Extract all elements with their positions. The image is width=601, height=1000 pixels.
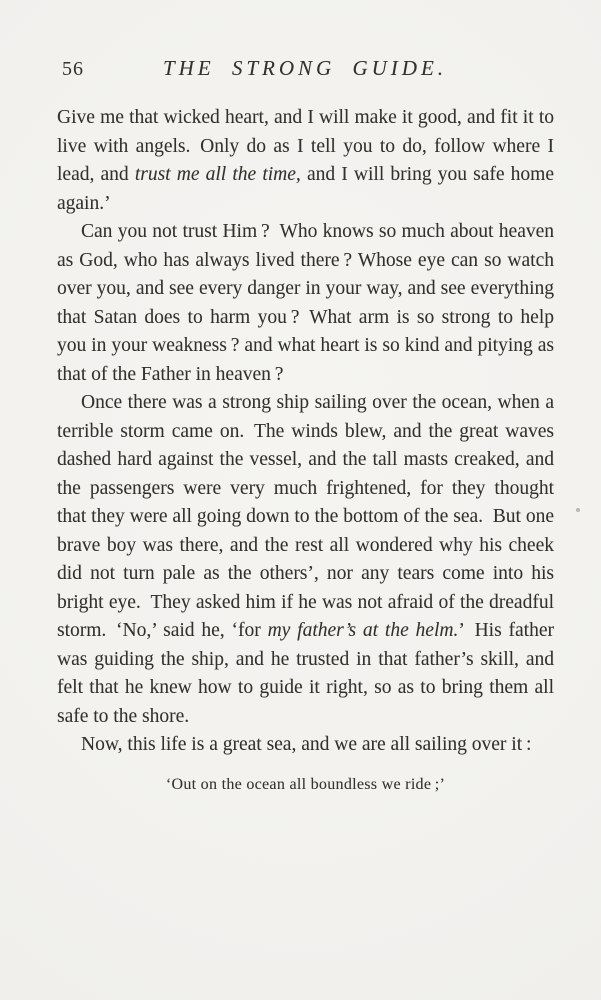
page-header [57,56,553,84]
text-segment: and I will bring you safe home again.’ [57,164,555,214]
page-number: 56 [62,58,84,80]
text-segment: Once there was a strong ship sailing over the ocean, when a terrible storm came on. The winds blew, and the great waves dashed hard against the vessel, and the tall masts creaked, and the passengers were very much frightened, for they thought that they were all going down to the bottom of the sea. But one brave boy was there, and the rest all wondered why his cheek did not turn pale as the others’, nor any tears come into his bright eye. They asked him if he was not afraid of the dreadful storm. ‘No,’ said he, ‘for [57,392,554,641]
text-segment: Now, this life is a great sea, and we are all sailing over it : [81,734,532,755]
paragraph [57,218,554,389]
scan-speck [576,508,580,512]
verse-quote: ‘Out on the ocean all boundless we ride ;’ [165,775,446,793]
text-segment-italic: my father’s at the helm. [267,620,459,641]
text-segment: Give me that wicked heart, and I will make it good, and fit it to live with angels. Only do as I tell you to do, follow where I lead, and [57,107,554,185]
running-title: THE STRONG GUIDE. [162,56,448,80]
paragraph [57,731,554,760]
paragraph [57,389,554,731]
text-segment: Can you not trust Him ? Who knows so much about heaven as God, who has always lived there ? Whose eye can so watch over you, and see every danger in your way, and see everything that Satan does to harm you ? What arm is so strong to help you in your weakness ? and what heart is so kind and pitying as that of the Father in heaven ? [57,221,554,385]
text-segment: ’ His father was guiding the ship, and he trusted in that father’s skill, and felt that he knew how to guide it right, so as to bring them all safe to the shore. [57,620,554,727]
paragraph [57,104,554,218]
body-text [57,104,554,799]
text-segment-italic: trust me all the time, [134,164,301,185]
